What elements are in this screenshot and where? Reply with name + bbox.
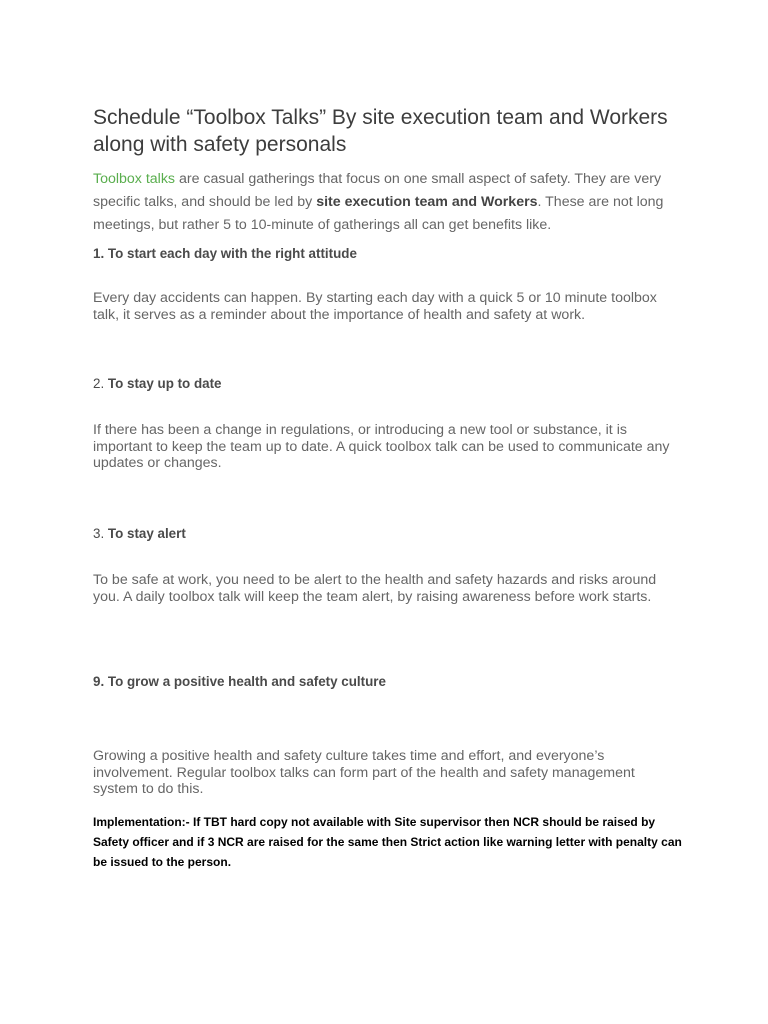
toolbox-talks-link[interactable]: Toolbox talks xyxy=(93,171,176,187)
section-number: 1. xyxy=(93,246,105,261)
section-number: 9. xyxy=(93,674,105,689)
page-title: Schedule “Toolbox Talks” By site execution team and Workers along with safety personals xyxy=(93,106,668,156)
section-heading-3 xyxy=(93,525,683,543)
section-heading-text: To stay up to date xyxy=(107,376,222,391)
section-heading-text: To stay alert xyxy=(107,526,186,541)
section-heading-2 xyxy=(93,375,683,393)
section-number: 2. xyxy=(93,376,105,391)
implementation-label: Implementation:- xyxy=(93,815,190,829)
section-body-2: If there has been a change in regulations, or introducing a new tool or substance, it is important to keep the team up to date. A quick toolbox talk can be used to communicate any updates or changes. xyxy=(93,422,670,472)
intro-text-2: . These are not long meetings, but rather 5 to 10-minute of gatherings all can get benefits like. xyxy=(93,194,664,233)
section-body-1: Every day accidents can happen. By starting each day with a quick 5 or 10 minute toolbox talk, it serves as a reminder about the importance of health and safety at work. xyxy=(93,290,657,323)
section-heading-text: To start each day with the right attitude xyxy=(107,246,357,261)
intro-paragraph xyxy=(93,168,683,237)
section-heading-1 xyxy=(93,245,683,263)
section-body-9: Growing a positive health and safety culture takes time and effort, and everyone’s involvement. Regular toolbox talks can form part of the health and safety management system to do this. xyxy=(93,748,635,798)
intro-bold-text: site execution team and Workers xyxy=(316,194,538,210)
section-heading-text: To grow a positive health and safety culture xyxy=(107,674,386,689)
section-number: 3. xyxy=(93,526,105,541)
section-heading-9 xyxy=(93,673,683,691)
implementation-note xyxy=(93,812,693,872)
section-body-3: To be safe at work, you need to be alert to the health and safety hazards and risks around you. A daily toolbox talk will keep the team alert, by raising awareness before work starts. xyxy=(93,572,657,605)
intro-text-1: are casual gatherings that focus on one small aspect of safety. They are very specific talks, and should be led by xyxy=(93,171,662,210)
implementation-text: If TBT hard copy not available with Site supervisor then NCR should be raised by Safety officer and if 3 NCR are raised for the same then Strict action like warning letter with penalty can be issued to the person. xyxy=(93,815,682,869)
